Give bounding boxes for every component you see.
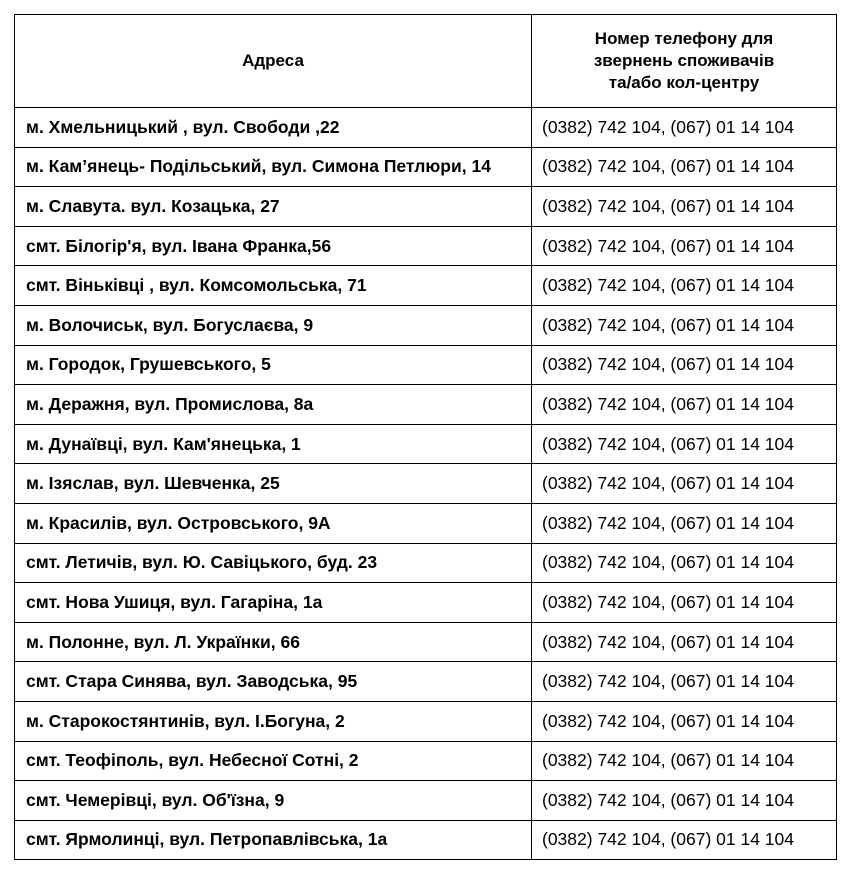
address-cell: смт. Летичів, вул. Ю. Савіцького, буд. 23 bbox=[15, 543, 532, 583]
address-cell: смт. Віньківці , вул. Комсомольська, 71 bbox=[15, 266, 532, 306]
phone-cell: (0382) 742 104, (067) 01 14 104 bbox=[532, 662, 837, 702]
header-row bbox=[15, 15, 837, 108]
table-row bbox=[15, 583, 837, 623]
address-cell: смт. Ярмолинці, вул. Петропавлівська, 1а bbox=[15, 820, 532, 860]
phone-cell: (0382) 742 104, (067) 01 14 104 bbox=[532, 424, 837, 464]
table-row bbox=[15, 147, 837, 187]
table-row bbox=[15, 503, 837, 543]
phone-cell: (0382) 742 104, (067) 01 14 104 bbox=[532, 187, 837, 227]
table-row bbox=[15, 305, 837, 345]
phone-cell: (0382) 742 104, (067) 01 14 104 bbox=[532, 345, 837, 385]
phone-cell: (0382) 742 104, (067) 01 14 104 bbox=[532, 464, 837, 504]
address-cell: м. Хмельницький , вул. Свободи ,22 bbox=[15, 108, 532, 148]
address-cell: м. Городок, Грушевського, 5 bbox=[15, 345, 532, 385]
table-row bbox=[15, 662, 837, 702]
table-row bbox=[15, 622, 837, 662]
phone-cell: (0382) 742 104, (067) 01 14 104 bbox=[532, 226, 837, 266]
phone-cell: (0382) 742 104, (067) 01 14 104 bbox=[532, 543, 837, 583]
phone-cell: (0382) 742 104, (067) 01 14 104 bbox=[532, 622, 837, 662]
phone-cell: (0382) 742 104, (067) 01 14 104 bbox=[532, 108, 837, 148]
address-cell: м. Красилів, вул. Островського, 9А bbox=[15, 503, 532, 543]
table-row bbox=[15, 108, 837, 148]
address-cell: смт. Чемерівці, вул. Об'їзна, 9 bbox=[15, 781, 532, 821]
table-row bbox=[15, 385, 837, 425]
address-cell: м. Волочиськ, вул. Богуслаєва, 9 bbox=[15, 305, 532, 345]
address-cell: м. Кам’янець- Подільський, вул. Симона Петлюри, 14 bbox=[15, 147, 532, 187]
phone-cell: (0382) 742 104, (067) 01 14 104 bbox=[532, 781, 837, 821]
phone-cell: (0382) 742 104, (067) 01 14 104 bbox=[532, 147, 837, 187]
phone-cell: (0382) 742 104, (067) 01 14 104 bbox=[532, 741, 837, 781]
phone-cell: (0382) 742 104, (067) 01 14 104 bbox=[532, 583, 837, 623]
address-cell: м. Ізяслав, вул. Шевченка, 25 bbox=[15, 464, 532, 504]
address-cell: м. Полонне, вул. Л. Українки, 66 bbox=[15, 622, 532, 662]
table-row bbox=[15, 266, 837, 306]
address-cell: м. Деражня, вул. Промислова, 8а bbox=[15, 385, 532, 425]
table-row bbox=[15, 464, 837, 504]
address-cell: смт. Стара Синява, вул. Заводська, 95 bbox=[15, 662, 532, 702]
table-body bbox=[15, 108, 837, 860]
table-row bbox=[15, 820, 837, 860]
address-phone-table bbox=[14, 14, 837, 860]
address-cell: м. Дунаївці, вул. Кам'янецька, 1 bbox=[15, 424, 532, 464]
table-row bbox=[15, 345, 837, 385]
phone-cell: (0382) 742 104, (067) 01 14 104 bbox=[532, 503, 837, 543]
phone-cell: (0382) 742 104, (067) 01 14 104 bbox=[532, 701, 837, 741]
phone-cell: (0382) 742 104, (067) 01 14 104 bbox=[532, 820, 837, 860]
phone-cell: (0382) 742 104, (067) 01 14 104 bbox=[532, 305, 837, 345]
phone-cell: (0382) 742 104, (067) 01 14 104 bbox=[532, 266, 837, 306]
address-cell: смт. Теофіполь, вул. Небесної Сотні, 2 bbox=[15, 741, 532, 781]
address-cell: смт. Нова Ушиця, вул. Гагаріна, 1а bbox=[15, 583, 532, 623]
address-cell: м. Славута. вул. Козацька, 27 bbox=[15, 187, 532, 227]
table-row bbox=[15, 543, 837, 583]
address-cell: смт. Білогір'я, вул. Івана Франка,56 bbox=[15, 226, 532, 266]
table-row bbox=[15, 187, 837, 227]
address-cell: м. Старокостянтинів, вул. І.Богуна, 2 bbox=[15, 701, 532, 741]
table-row bbox=[15, 781, 837, 821]
table-row bbox=[15, 741, 837, 781]
phone-column-header: Номер телефону для звернень споживачів та/або кол-центру bbox=[532, 15, 837, 108]
table-row bbox=[15, 424, 837, 464]
table-row bbox=[15, 226, 837, 266]
address-column-header: Адреса bbox=[15, 15, 532, 108]
phone-cell: (0382) 742 104, (067) 01 14 104 bbox=[532, 385, 837, 425]
table-row bbox=[15, 701, 837, 741]
